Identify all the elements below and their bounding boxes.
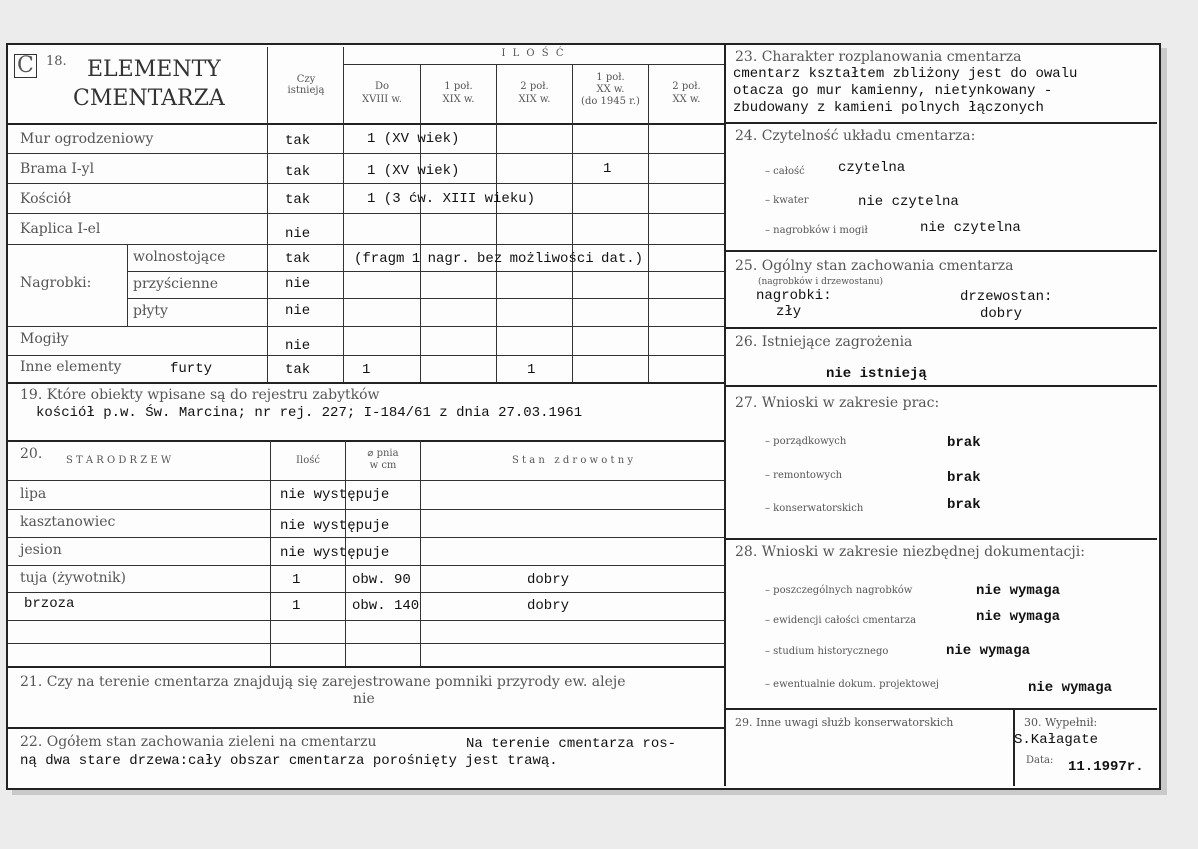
tree-quantity: 1 (292, 598, 301, 614)
section-25-sub: (nagrobków i drzewostanu) (758, 277, 884, 287)
row-label: Mur ogrodzeniowy (20, 131, 154, 147)
drzewostan-label: drzewostan: (960, 289, 1053, 305)
section-24-label: 24. Czytelność układu cmentarza: (735, 128, 976, 144)
row-exists: tak (285, 133, 311, 149)
section-23-line: otacza go mur kamienny, nietynkowany - (733, 83, 1053, 99)
tree-name: kasztanowiec (20, 514, 116, 530)
item-label: – kwater (765, 195, 809, 206)
row-value-extra: 1 (527, 362, 536, 378)
item-label: – ewentualnie dokum. projektowej (765, 679, 940, 690)
row-exists: nie (285, 276, 311, 292)
section-21-value: nie (353, 691, 375, 707)
section-number: 18. (46, 54, 67, 69)
tree-condition: dobry (527, 572, 570, 588)
filled-by-value: S.Kałagate (1014, 732, 1099, 748)
row-exists: nie (285, 226, 311, 242)
item-value: nie czytelna (920, 220, 1021, 236)
section-23-label: 23. Charakter rozplanowania cmentarza (735, 49, 1022, 65)
item-label: – porządkowych (765, 436, 847, 447)
row-label: wolnostojące (133, 249, 226, 265)
tree-quantity: nie występuje (280, 545, 390, 561)
tree-quantity: nie występuje (280, 487, 390, 503)
tree-girth: obw. 140 (352, 598, 420, 614)
tree-quantity: 1 (292, 572, 301, 588)
row-value: 1 (XV wiek) (367, 163, 460, 179)
item-label: – remontowych (765, 470, 843, 481)
item-value: nie wymaga (1028, 680, 1113, 696)
item-label: – ewidencji całości cmentarza (765, 615, 917, 626)
tree-name: brzoza (24, 596, 75, 612)
nagrobki-value: zły (776, 304, 802, 320)
row-value: 1 (XV wiek) (367, 131, 460, 147)
col-2pol-xx: 2 poł. XX w. (672, 81, 701, 105)
row-label: Mogiły (20, 331, 69, 347)
row-exists: nie (285, 338, 311, 354)
section-25-label: 25. Ogólny stan zachowania cmentarza (735, 258, 1014, 274)
row-label: Kaplica I-el (20, 221, 101, 237)
tree-quantity: nie występuje (280, 518, 390, 534)
section-21-label: 21. Czy na terenie cmentarza znajdują się zarejestrowane pomniki przyrody ew. aleje (20, 674, 626, 690)
item-label: – studium historycznego (765, 646, 889, 657)
tree-girth: obw. 90 (352, 572, 411, 588)
col-do-xviii: Do XVIII w. (362, 81, 402, 105)
row-exists: tak (285, 251, 311, 267)
col-1pol-xx: 1 poł. XX w. (do 1945 r.) (581, 72, 640, 107)
item-value: nie wymaga (946, 643, 1031, 659)
nagrobki-label: nagrobki: (756, 288, 832, 304)
col-ilosc: Ilość (296, 455, 320, 466)
row-label: przyścienne (133, 276, 219, 292)
row-value-extra: 1 (603, 161, 612, 177)
item-label: – nagrobków i mogił (765, 225, 868, 236)
section-26-label: 26. Istniejące zagrożenia (735, 334, 913, 350)
tree-name: lipa (20, 486, 47, 502)
czy-label: Czy istnieją (287, 74, 325, 96)
row-label: Kościół (20, 191, 71, 207)
item-value: brak (947, 470, 981, 486)
row-exists: nie (285, 303, 311, 319)
section-29-label: 29. Inne uwagi służb konserwatorskich (735, 716, 954, 729)
item-value: nie czytelna (858, 194, 959, 210)
item-value: brak (947, 497, 981, 513)
section-20-title: S T A R O D R Z E W (66, 455, 172, 466)
section-22-value-line1: Na terenie cmentarza ros- (466, 736, 677, 752)
section-20-number: 20. (20, 446, 43, 462)
tree-condition: dobry (527, 598, 570, 614)
item-value: brak (947, 435, 981, 451)
tree-name: jesion (20, 542, 62, 558)
item-value: nie wymaga (976, 609, 1061, 625)
item-label: – poszczególnych nagrobków (765, 585, 913, 596)
ilosc-header: I L O Ś Ć (501, 48, 566, 59)
item-value: nie wymaga (976, 583, 1061, 599)
row-label: Inne elementy (20, 359, 122, 375)
row-value: 1 (362, 362, 371, 378)
card-code: C (14, 54, 37, 78)
section-title-line1: ELEMENTY (87, 57, 221, 82)
row-exists: tak (285, 164, 311, 180)
date-label: Data: (1026, 755, 1054, 766)
item-label: – całość (765, 166, 805, 177)
col-2pol-xix: 2 poł. XIX w. (518, 81, 551, 105)
item-label: – konserwatorskich (765, 503, 864, 514)
item-value: czytelna (838, 160, 906, 176)
row-label: płyty (133, 303, 168, 319)
section-19-label: 19. Które obiekty wpisane są do rejestru zabytków (20, 387, 380, 403)
drzewostan-value: dobry (980, 306, 1023, 322)
section-22-value-line2: ną dwa stare drzewa:cały obszar cmentarza porośnięty jest trawą. (20, 753, 558, 769)
section-28-label: 28. Wnioski w zakresie niezbędnej dokumentacji: (735, 544, 1085, 560)
section-27-label: 27. Wnioski w zakresie prac: (735, 395, 940, 411)
row-exists: tak (285, 192, 311, 208)
date-value: 11.1997r. (1068, 759, 1144, 775)
section-30-label: 30. Wypełnił: (1024, 716, 1098, 729)
row-value: (fragm 1 nagr. bez możliwości dat.) (354, 251, 644, 267)
row-exists: tak (285, 362, 311, 378)
section-22-label: 22. Ogółem stan zachowania zieleni na cmentarzu (20, 734, 377, 750)
row-value: 1 (3 ćw. XIII wieku) (367, 191, 536, 207)
col-1pol-xix: 1 poł. XIX w. (442, 81, 475, 105)
section-26-value: nie istnieją (826, 366, 927, 382)
col-pien: ⌀ pnia w cm (367, 448, 399, 471)
row-label: Brama I-yl (20, 161, 95, 177)
section-23-line: zbudowany z kamieni polnych łączonych (733, 100, 1044, 116)
section-title-line2: CMENTARZA (73, 86, 225, 111)
col-stan: S t a n z d r o w o t n y (512, 455, 633, 466)
tree-name: tuja (żywotnik) (20, 570, 127, 586)
nagrobki-label: Nagrobki: (20, 275, 92, 291)
section-19-value: kościół p.w. Św. Marcina; nr rej. 227; I-184/61 z dnia 27.03.1961 (36, 405, 583, 421)
other-elements-typed: furty (170, 361, 213, 377)
section-23-line: cmentarz kształtem zbliżony jest do owalu (733, 66, 1078, 82)
